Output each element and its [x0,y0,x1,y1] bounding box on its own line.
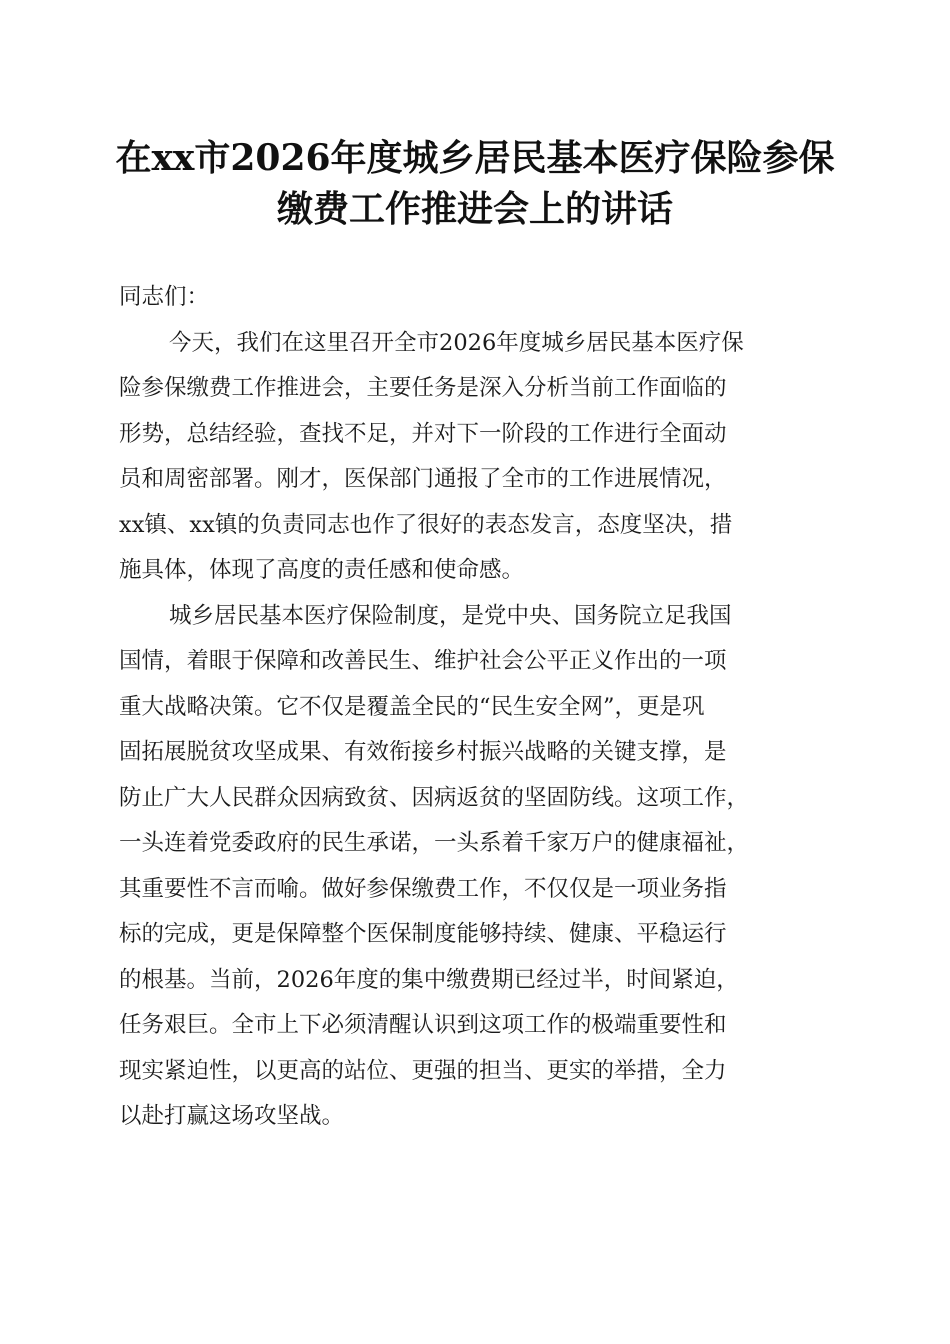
paragraph-line: 现实紧迫性，以更高的站位、更强的担当、更实的举措，全力 [119,1057,727,1084]
paragraph-line: 施具体，体现了高度的责任感和使命感。 [119,557,525,583]
paragraph-line: 任务艰巨。全市上下必须清醒认识到这项工作的极端重要性和 [119,1012,727,1038]
paragraph-line: 防止广大人民群众因病致贫、因病返贫的坚固防线。这项工作， [119,784,750,811]
paragraph-1 [119,321,839,594]
paragraph-line: 固拓展脱贫攻坚成果、有效衔接乡村振兴战略的关键支撑，是 [119,739,727,765]
paragraph-line: 国情，着眼于保障和改善民生、维护社会公平正义作出的一项 [119,648,727,674]
paragraph-line: 险参保缴费工作推进会，主要任务是深入分析当前工作面临的 [119,375,727,401]
paragraph-line: 城乡居民基本医疗保险制度，是党中央、国务院立足我国 [169,602,732,629]
document-body [119,275,839,1140]
paragraph-line: xx镇、xx镇的负责同志也作了很好的表态发言，态度坚决，措 [119,511,733,538]
paragraph-line: 今天，我们在这里召开全市2026年度城乡居民基本医疗保 [169,329,744,356]
paragraph-line: 其重要性不言而喻。做好参保缴费工作，不仅仅是一项业务指 [119,875,727,902]
paragraph-line: 重大战略决策。它不仅是覆盖全民的“民生安全网”，更是巩 [119,693,705,720]
paragraph-line: 一头连着党委政府的民生承诺，一头系着千家万户的健康福祉， [119,830,750,856]
paragraph-line: 员和周密部署。刚才，医保部门通报了全市的工作进展情况， [119,466,727,492]
paragraph-line: 标的完成，更是保障整个医保制度能够持续、健康、平稳运行 [119,921,727,947]
paragraph-line: 的根基。当前，2026年度的集中缴费期已经过半，时间紧迫， [119,966,739,993]
document-title-line-2: 缴费工作推进会上的讲话 [276,188,673,230]
salutation: 同志们： [119,284,210,310]
paragraph-line: 以赴打赢这场攻坚战。 [119,1103,345,1129]
document-title-line-1: 在xx市2026年度城乡居民基本医疗保险参保 [115,137,835,179]
paragraph-2 [119,594,839,1140]
paragraph-line: 形势，总结经验，查找不足，并对下一阶段的工作进行全面动 [119,420,727,447]
